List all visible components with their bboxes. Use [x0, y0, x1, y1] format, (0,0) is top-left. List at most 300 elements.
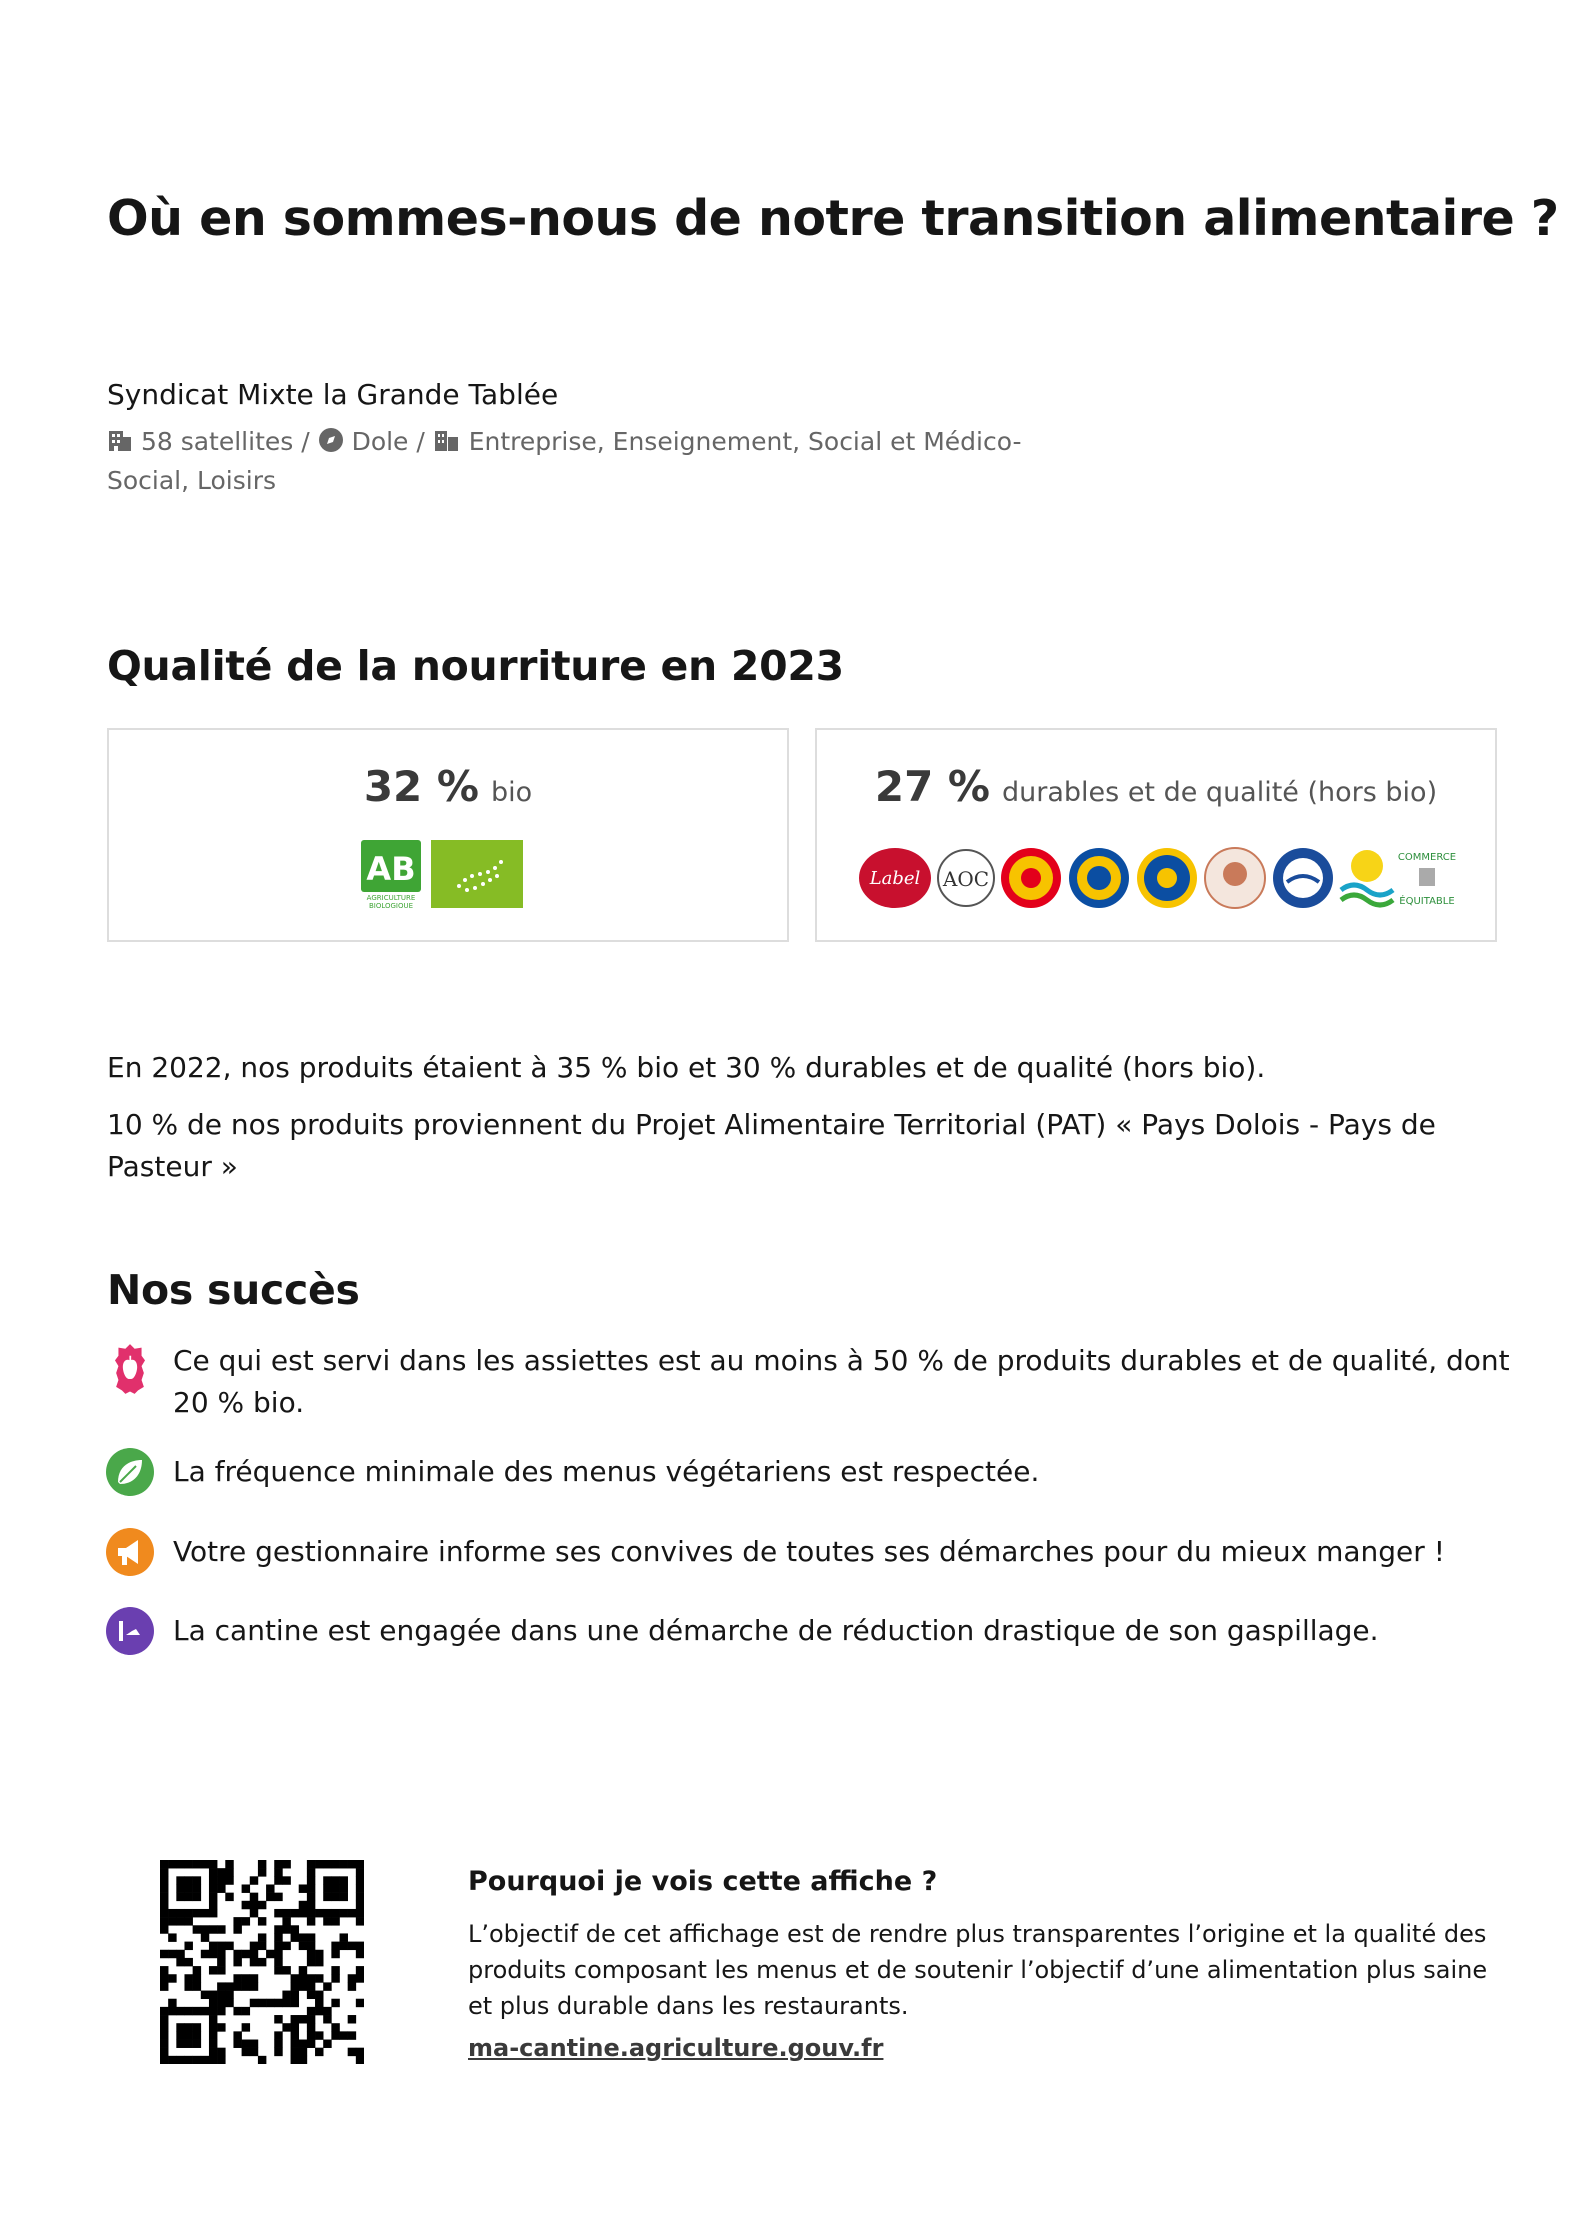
qr-module	[331, 1950, 339, 1958]
qr-module	[184, 1909, 192, 1917]
qr-module	[291, 1933, 299, 1941]
qr-module	[184, 1974, 192, 1982]
qr-module	[217, 1950, 225, 1958]
qr-module	[266, 1893, 274, 1901]
qr-module	[217, 1991, 225, 1999]
qr-module	[160, 2015, 168, 2023]
qr-module	[291, 2023, 299, 2031]
qr-module	[184, 2040, 192, 2048]
qr-module	[250, 1942, 258, 1950]
qr-module	[160, 2048, 168, 2056]
qr-module	[299, 1966, 307, 1974]
qr-module	[274, 1876, 282, 1884]
qr-module	[160, 2023, 168, 2031]
qr-module	[176, 2040, 184, 2048]
qr-module	[160, 1868, 168, 1876]
qr-module	[209, 2040, 217, 2048]
qr-module	[282, 1991, 290, 1999]
qr-module	[176, 1884, 184, 1892]
qr-module	[307, 2015, 315, 2023]
qr-module	[160, 1909, 168, 1917]
qr-module	[291, 1909, 299, 1917]
qr-module	[225, 1860, 233, 1868]
qr-module	[201, 1933, 209, 1941]
qr-module	[176, 2031, 184, 2039]
bio-label: bio	[490, 777, 533, 808]
qr-module	[258, 1999, 266, 2007]
qr-module	[176, 1860, 184, 1868]
qr-module	[315, 2031, 323, 2039]
qr-module	[331, 1942, 339, 1950]
qr-module	[176, 1876, 184, 1884]
qr-module	[307, 1991, 315, 1999]
commerce-top-text: COMMERCE	[1397, 852, 1457, 863]
previous-year-text: En 2022, nos produits étaient à 35 % bio et 30 % durables et de qualité (hors bio).	[107, 1051, 1266, 1084]
qr-module	[233, 1925, 241, 1933]
quality-labels-row	[857, 842, 1457, 912]
qr-module	[274, 1942, 282, 1950]
label-rouge-icon	[859, 848, 931, 908]
qr-module	[356, 1860, 364, 1868]
qr-module	[217, 2007, 225, 2015]
hve-icon	[1205, 848, 1265, 908]
qr-module	[209, 1868, 217, 1876]
qr-module	[291, 1974, 299, 1982]
qr-module	[184, 2023, 192, 2031]
qr-module	[291, 1982, 299, 1990]
qr-module	[233, 1917, 241, 1925]
qr-module	[291, 2056, 299, 2064]
qr-module	[233, 1950, 241, 1958]
qr-module	[209, 1966, 217, 1974]
qr-module	[250, 1876, 258, 1884]
bio-stat	[109, 762, 787, 811]
qr-module	[201, 1991, 209, 1999]
qr-module	[307, 1982, 315, 1990]
qr-module	[176, 1909, 184, 1917]
qr-module	[209, 2031, 217, 2039]
qr-module	[258, 1901, 266, 1909]
qr-module	[193, 2007, 201, 2015]
qr-module	[250, 1982, 258, 1990]
qr-module	[160, 1925, 168, 1933]
qr-module	[274, 1958, 282, 1966]
qr-module	[307, 1868, 315, 1876]
qr-module	[225, 1982, 233, 1990]
qr-module	[258, 1868, 266, 1876]
qr-module	[282, 1860, 290, 1868]
qr-module	[291, 2048, 299, 2056]
qr-module	[307, 1901, 315, 1909]
qr-module	[217, 1958, 225, 1966]
qr-module	[356, 1999, 364, 2007]
waste-badge-icon	[104, 1605, 156, 1661]
qr-module	[315, 2048, 323, 2056]
qr-module	[217, 1966, 225, 1974]
qr-module	[209, 1901, 217, 1909]
qr-module	[193, 2023, 201, 2031]
successes-heading: Nos succès	[107, 1266, 360, 1314]
qr-module	[184, 1884, 192, 1892]
qr-module	[168, 1933, 176, 1941]
qr-code-icon[interactable]	[160, 1860, 364, 2068]
durable-card	[815, 728, 1497, 942]
success-item-2: La fréquence minimale des menus végétariens est respectée.	[173, 1455, 1040, 1488]
qr-module	[160, 1917, 168, 1925]
qr-module	[217, 1884, 225, 1892]
qr-module	[315, 2007, 323, 2015]
qr-module	[356, 1884, 364, 1892]
qr-module	[184, 2007, 192, 2015]
qr-module	[274, 1868, 282, 1876]
qr-module	[242, 1884, 250, 1892]
canteen-meta	[107, 424, 1027, 499]
qr-module	[282, 1909, 290, 1917]
qr-module	[315, 1860, 323, 1868]
bio-percent: 32 %	[363, 762, 479, 811]
qr-module	[315, 1974, 323, 1982]
qr-module	[217, 2023, 225, 2031]
qr-module	[168, 2007, 176, 2015]
qr-module	[250, 2048, 258, 2056]
qr-module	[315, 1950, 323, 1958]
qr-module	[201, 2056, 209, 2064]
megaphone-badge-icon	[104, 1526, 156, 1582]
qr-module	[160, 2056, 168, 2064]
qr-module	[307, 1942, 315, 1950]
qr-module	[331, 1999, 339, 2007]
durable-percent: 27 %	[874, 762, 991, 811]
qr-module	[274, 2031, 282, 2039]
qr-module	[242, 2048, 250, 2056]
qr-module	[274, 1925, 282, 1933]
qr-module	[266, 1950, 274, 1958]
quality-heading: Qualité de la nourriture en 2023	[107, 642, 844, 690]
qr-module	[323, 1893, 331, 1901]
qr-module	[282, 1999, 290, 2007]
qr-module	[209, 1991, 217, 1999]
qr-module	[282, 1942, 290, 1950]
qr-module	[282, 1917, 290, 1925]
qr-module	[299, 1974, 307, 1982]
qr-module	[250, 2040, 258, 2048]
qr-module	[168, 1950, 176, 1958]
qr-module	[266, 1999, 274, 2007]
qr-module	[225, 1942, 233, 1950]
peche-durable-icon	[1273, 848, 1333, 908]
durable-label: durables et de qualité (hors bio)	[1002, 777, 1438, 808]
qr-module	[242, 1901, 250, 1909]
qr-module	[274, 1860, 282, 1868]
qr-module	[209, 1893, 217, 1901]
qr-module	[282, 1925, 290, 1933]
canteen-name: Syndicat Mixte la Grande Tablée	[107, 378, 559, 411]
qr-module	[307, 1933, 315, 1941]
leaf-badge-icon	[104, 1446, 156, 1502]
qr-module	[160, 1950, 168, 1958]
qr-module	[331, 1909, 339, 1917]
qr-module	[307, 1917, 315, 1925]
qr-module	[340, 1893, 348, 1901]
qr-module	[307, 1884, 315, 1892]
qr-module	[307, 2040, 315, 2048]
qr-module	[340, 1876, 348, 1884]
qr-module	[176, 2007, 184, 2015]
qr-module	[356, 1942, 364, 1950]
qr-module	[331, 1860, 339, 1868]
qr-module	[209, 1999, 217, 2007]
qr-module	[217, 1942, 225, 1950]
qr-module	[242, 2023, 250, 2031]
aop-icon	[1001, 848, 1061, 908]
qr-module	[258, 1917, 266, 1925]
qr-module	[291, 2015, 299, 2023]
qr-module	[315, 1909, 323, 1917]
qr-module	[193, 1893, 201, 1901]
qr-module	[348, 2031, 356, 2039]
stg-icon	[1137, 848, 1197, 908]
qr-module	[282, 1966, 290, 1974]
qr-module	[233, 2007, 241, 2015]
qr-module	[233, 1958, 241, 1966]
qr-module	[209, 2056, 217, 2064]
ab-logo-icon	[361, 840, 421, 912]
qr-module	[331, 1966, 339, 1974]
pat-text: 10 % de nos produits proviennent du Projet Alimentaire Territorial (PAT) « Pays Dolois - Pays de Pasteur »	[107, 1108, 1436, 1183]
qr-module	[323, 1909, 331, 1917]
qr-module	[176, 2023, 184, 2031]
qr-module	[233, 2031, 241, 2039]
label-rouge-text: Label	[869, 868, 921, 889]
durable-stat	[817, 762, 1495, 811]
qr-module	[356, 1950, 364, 1958]
qr-module	[209, 1925, 217, 1933]
qr-module	[217, 1925, 225, 1933]
aoc-icon	[938, 850, 994, 906]
qr-module	[258, 1933, 266, 1941]
qr-module	[323, 1917, 331, 1925]
qr-module	[299, 2015, 307, 2023]
qr-module	[250, 1950, 258, 1958]
qr-module	[291, 1999, 299, 2007]
qr-module	[193, 2031, 201, 2039]
qr-module	[233, 1974, 241, 1982]
qr-module	[323, 2040, 331, 2048]
qr-module	[209, 1860, 217, 1868]
qr-module	[168, 1974, 176, 1982]
qr-module	[201, 1950, 209, 1958]
qr-module	[209, 1950, 217, 1958]
aoc-text: AOC	[942, 867, 990, 891]
qr-module	[258, 1958, 266, 1966]
commerce-bottom-text: ÉQUITABLE	[1399, 896, 1455, 907]
qr-module	[299, 2040, 307, 2048]
qr-module	[160, 1974, 168, 1982]
qr-module	[307, 1909, 315, 1917]
qr-module	[291, 2040, 299, 2048]
qr-module	[323, 1982, 331, 1990]
qr-module	[160, 1901, 168, 1909]
qr-module	[315, 1991, 323, 1999]
qr-module	[209, 1884, 217, 1892]
why-text: L’objectif de cet affichage est de rendre plus transparentes l’origine et la qualité des produits composant les menus et de soutenir l’objectif d’une alimentation plus saine et plus durable dans les restaurants.	[468, 1920, 1488, 2020]
qr-module	[184, 2056, 192, 2064]
qr-module	[160, 1982, 168, 1990]
qr-module	[282, 2023, 290, 2031]
qr-module	[176, 2056, 184, 2064]
qr-module	[340, 1942, 348, 1950]
qr-module	[331, 1876, 339, 1884]
qr-module	[160, 2040, 168, 2048]
qr-module	[299, 1884, 307, 1892]
qr-module	[274, 1909, 282, 1917]
ab-logo-sub2: BIOLOGIQUE	[368, 902, 414, 908]
qr-module	[348, 2048, 356, 2056]
qr-module	[184, 1982, 192, 1990]
qr-module	[315, 1958, 323, 1966]
qr-module	[160, 1893, 168, 1901]
qr-module	[299, 2056, 307, 2064]
qr-module	[217, 1982, 225, 1990]
qr-module	[209, 2023, 217, 2031]
qr-module	[356, 1876, 364, 1884]
qr-module	[299, 2048, 307, 2056]
building-icon	[107, 427, 133, 463]
qr-module	[184, 1876, 192, 1884]
qr-module	[323, 1876, 331, 1884]
qr-module	[340, 1909, 348, 1917]
qr-module	[193, 1982, 201, 1990]
qr-module	[307, 1958, 315, 1966]
qr-module	[307, 1860, 315, 1868]
qr-module	[340, 1933, 348, 1941]
qr-module	[323, 2007, 331, 2015]
qr-module	[217, 1868, 225, 1876]
qr-module	[193, 1876, 201, 1884]
qr-module	[225, 1868, 233, 1876]
qr-module	[331, 1917, 339, 1925]
qr-module	[209, 1876, 217, 1884]
qr-module	[201, 1909, 209, 1917]
canteen-city: Dole /	[351, 427, 425, 456]
qr-module	[348, 1909, 356, 1917]
qr-module	[258, 1942, 266, 1950]
qr-module	[356, 1901, 364, 1909]
office-icon	[433, 427, 461, 463]
qr-module	[242, 2040, 250, 2048]
qr-module	[291, 1991, 299, 1999]
qr-module	[282, 1876, 290, 1884]
qr-module	[250, 1909, 258, 1917]
qr-module	[242, 2007, 250, 2015]
qr-module	[193, 1909, 201, 1917]
qr-module	[340, 2031, 348, 2039]
qr-module	[331, 1893, 339, 1901]
qr-module	[274, 2048, 282, 2056]
qr-module	[356, 2048, 364, 2056]
qr-module	[217, 1999, 225, 2007]
qr-module	[184, 1860, 192, 1868]
site-link[interactable]: ma-cantine.agriculture.gouv.fr	[468, 2034, 884, 2062]
qr-module	[233, 2040, 241, 2048]
qr-module	[209, 2015, 217, 2023]
qr-module	[340, 1884, 348, 1892]
qr-module	[274, 1966, 282, 1974]
qr-module	[160, 1966, 168, 1974]
qr-module	[291, 1925, 299, 1933]
qr-module	[184, 1917, 192, 1925]
satellites-count: 58 satellites /	[140, 427, 310, 456]
igp-icon	[1069, 848, 1129, 908]
qr-module	[160, 2031, 168, 2039]
qr-module	[323, 1884, 331, 1892]
qr-module	[331, 2023, 339, 2031]
qr-module	[331, 2031, 339, 2039]
why-title: Pourquoi je vois cette affiche ?	[468, 1866, 938, 1897]
qr-module	[348, 1942, 356, 1950]
qr-module	[160, 1884, 168, 1892]
qr-module	[250, 1901, 258, 1909]
qr-module	[184, 2031, 192, 2039]
qr-module	[242, 1950, 250, 1958]
qr-module	[225, 1893, 233, 1901]
qr-module	[307, 2007, 315, 2015]
qr-module	[331, 1974, 339, 1982]
qr-module	[315, 1999, 323, 2007]
qr-module	[299, 1933, 307, 1941]
qr-module	[356, 1974, 364, 1982]
qr-module	[184, 1893, 192, 1901]
qr-module	[225, 1991, 233, 1999]
qr-module	[160, 2007, 168, 2015]
qr-module	[323, 2015, 331, 2023]
qr-module	[176, 1917, 184, 1925]
qr-module	[184, 1942, 192, 1950]
qr-module	[299, 1982, 307, 1990]
qr-module	[209, 2007, 217, 2015]
qr-module	[242, 1917, 250, 1925]
qr-module	[348, 1974, 356, 1982]
qr-module	[233, 1982, 241, 1990]
qr-module	[348, 2015, 356, 2023]
qr-module	[209, 1942, 217, 1950]
qr-module	[225, 1999, 233, 2007]
qr-module	[201, 1925, 209, 1933]
qr-module	[274, 1933, 282, 1941]
qr-module	[258, 1860, 266, 1868]
qr-module	[217, 1876, 225, 1884]
qr-module	[291, 2031, 299, 2039]
qr-module	[250, 1958, 258, 1966]
qr-module	[242, 1982, 250, 1990]
canteen-sectors-cont: Social, Loisirs	[107, 466, 277, 495]
qr-module	[299, 1909, 307, 1917]
compass-icon	[318, 427, 344, 463]
eu-organic-leaf-icon	[431, 840, 523, 912]
qr-module	[168, 1860, 176, 1868]
qr-module	[160, 1860, 168, 1868]
qr-module	[307, 2031, 315, 2039]
qr-module	[209, 1909, 217, 1917]
qr-module	[323, 1860, 331, 1868]
qr-module	[274, 2015, 282, 2023]
commerce-equitable-icon	[1398, 852, 1456, 907]
qr-module	[168, 2056, 176, 2064]
qr-module	[331, 1884, 339, 1892]
qr-module	[250, 1893, 258, 1901]
qr-module	[176, 1958, 184, 1966]
qr-module	[217, 2048, 225, 2056]
